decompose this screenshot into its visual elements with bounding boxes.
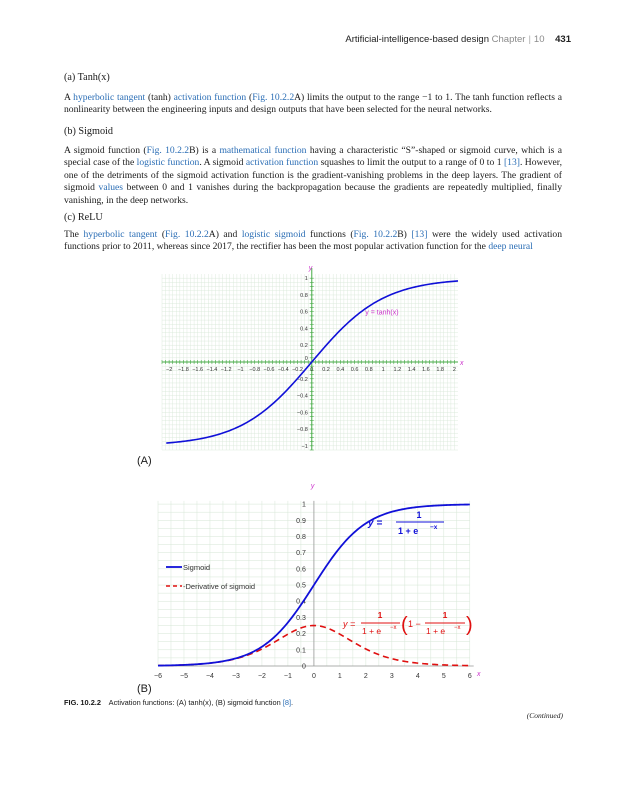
heading-relu: (c) ReLU xyxy=(64,212,103,223)
y-axis-label: y xyxy=(310,483,315,490)
equation-denominator: 1 + e xyxy=(362,626,382,636)
book-title: Artificial-intelligence-based design xyxy=(345,34,489,45)
x-tick-label: 4 xyxy=(415,673,420,680)
link-hyperbolic-tangent[interactable]: hyperbolic tangent xyxy=(73,92,146,103)
equation-exponent: −x xyxy=(390,625,397,631)
x-tick-label: 1.6 xyxy=(422,367,430,373)
x-tick-label: −2 xyxy=(257,673,266,680)
y-tick-label: 0.6 xyxy=(296,566,306,574)
x-tick-label: −1 xyxy=(237,367,244,373)
x-tick-label: −2 xyxy=(165,367,173,373)
x-tick-label: −1.2 xyxy=(220,367,232,373)
y-axis-label: y xyxy=(308,265,313,272)
equation-denominator: 1 + e xyxy=(426,626,446,636)
x-tick-label: −4 xyxy=(205,673,214,680)
sigmoid-chart xyxy=(140,476,490,686)
x-tick-label: 2 xyxy=(363,673,368,680)
x-axis-label: x xyxy=(460,360,464,367)
chapter-label: Chapter | 10 xyxy=(491,34,545,45)
y-tick-label: 0 xyxy=(301,663,306,671)
y-tick-label: 0.4 xyxy=(296,598,306,606)
y-tick-label: −0.4 xyxy=(296,393,308,400)
x-tick-label: 5 xyxy=(441,673,446,680)
equation-numerator: 1 xyxy=(416,510,422,520)
x-tick-label: 2 xyxy=(452,367,456,373)
legend-label-sigmoid: Sigmoid xyxy=(183,563,211,572)
x-tick-label: 1.4 xyxy=(407,367,416,373)
link-fig[interactable]: Fig. 10.2.2 xyxy=(146,145,190,156)
y-tick-label: −0.6 xyxy=(296,410,308,417)
derivative-equation xyxy=(342,610,473,636)
equation-denominator: 1 + e xyxy=(398,526,419,536)
x-tick-label: 0.8 xyxy=(365,367,373,373)
link-fig[interactable]: Fig. 10.2.2 xyxy=(353,229,398,240)
paragraph-relu: The hyperbolic tangent (Fig. 10.2.2A) and logistic sigmoid functions (Fig. 10.2.2B) [13] were the widely used activation functions prior to 2011, whereas since 2017, the rectifier has been the most popular activation function for the deep neural xyxy=(64,229,562,253)
y-tick-label: 0.4 xyxy=(300,326,308,333)
link-logistic-function[interactable]: logistic function xyxy=(136,157,200,169)
link-ref-13[interactable]: [13] xyxy=(503,157,520,169)
paragraph-tanh: A hyperbolic tangent (tanh) activation function (Fig. 10.2.2A) limits the output to the range −1 to 1. The tanh function reflects a nonlinearity between the engineering inputs and design outputs that have been selected for the neural networks. xyxy=(64,92,562,116)
x-tick-label: −1.6 xyxy=(192,367,204,373)
link-logistic-sigmoid[interactable]: logistic sigmoid xyxy=(241,229,306,240)
running-head xyxy=(345,34,571,45)
x-tick-label: 0.4 xyxy=(336,367,345,373)
y-tick-label: 1 xyxy=(301,501,306,509)
y-tick-label: 0.1 xyxy=(296,647,306,655)
y-tick-label: −0.2 xyxy=(296,376,308,383)
figure-number: FIG. 10.2.2 xyxy=(64,698,101,707)
x-tick-label: 0.6 xyxy=(350,367,359,373)
y-tick-label: 0.8 xyxy=(300,292,308,299)
x-tick-label: −0.8 xyxy=(249,367,261,373)
x-tick-label: −1.8 xyxy=(177,367,189,373)
y-tick-label: −0.8 xyxy=(296,427,308,434)
x-tick-label: −1.4 xyxy=(206,367,218,373)
y-tick-label: 0.6 xyxy=(300,309,308,316)
x-tick-label: 1.8 xyxy=(436,367,444,373)
right-paren: ) xyxy=(466,614,473,636)
equation-one-minus: 1 − xyxy=(408,619,421,629)
heading-sigmoid: (b) Sigmoid xyxy=(64,126,113,137)
legend-label-derivative: -Derivative of sigmoid xyxy=(183,582,256,591)
y-tick-label: 0.9 xyxy=(296,517,306,525)
link-values[interactable]: values xyxy=(98,182,124,194)
equation-numerator: 1 xyxy=(442,610,448,620)
y-tick-label: 0.7 xyxy=(296,550,306,558)
x-tick-label: −0.6 xyxy=(263,367,275,373)
y-tick-label: 0.8 xyxy=(296,533,306,541)
continued-note: (Continued) xyxy=(526,711,563,720)
x-tick-label: 1.2 xyxy=(393,367,402,373)
y-tick-label: 0 xyxy=(304,356,308,362)
link-ref-13[interactable]: [13] xyxy=(411,229,428,240)
panel-label-a: (A) xyxy=(137,455,152,467)
equation-numerator: 1 xyxy=(377,610,383,620)
y-tick-label: 0.3 xyxy=(296,614,306,622)
x-tick-label: 3 xyxy=(389,673,394,680)
figure-caption: FIG. 10.2.2 Activation functions: (A) tanh(x), (B) sigmoid function [8]. xyxy=(64,698,294,707)
link-deep-neural[interactable]: deep neural xyxy=(488,241,533,253)
link-hyperbolic-tangent[interactable]: hyperbolic tangent xyxy=(83,229,158,240)
equation-lhs: y = xyxy=(368,518,383,529)
panel-label-b: (B) xyxy=(137,683,152,695)
x-tick-label: −6 xyxy=(154,673,162,680)
equation-exponent: −x xyxy=(430,524,438,531)
y-tick-label: 0.5 xyxy=(296,582,306,590)
x-tick-label: 1 xyxy=(381,367,385,373)
link-mathematical-function[interactable]: mathematical function xyxy=(219,145,307,156)
link-activation-function[interactable]: activation function xyxy=(173,92,247,103)
x-tick-label: 6 xyxy=(467,673,472,680)
sigmoid-equation xyxy=(367,510,444,536)
heading-tanh: (a) Tanh(x) xyxy=(64,72,110,83)
x-tick-label: −3 xyxy=(231,673,240,680)
equation-exponent: −x xyxy=(454,625,461,631)
x-tick-label: 0.2 xyxy=(322,367,330,373)
y-tick-label: 1 xyxy=(304,276,308,283)
x-tick-label: −5 xyxy=(179,673,188,680)
link-activation-function[interactable]: activation function xyxy=(245,157,319,169)
x-axis-label: x xyxy=(477,671,481,678)
link-fig[interactable]: Fig. 10.2.2 xyxy=(165,229,209,240)
y-tick-label: 0.2 xyxy=(300,343,308,350)
page-number: 431 xyxy=(555,34,571,45)
y-tick-label: 0.2 xyxy=(296,631,306,639)
link-ref-8[interactable]: [8] xyxy=(282,698,292,707)
paragraph-sigmoid: A sigmoid function (Fig. 10.2.2B) is a mathematical function having a characteristic “S”-shaped or sigmoid curve, which is a special case of the logistic function. A sigmoid activation function squashes to limit the output to a range of 0 to 1 [13]. However, one of the detriments of the sigmoid activation function is the gradient-vanishing problems in the deep layers. The gradient of sigmoid values between 0 and 1 vanishes during the backpropagation because the gradients are repeatedly multiplied, finally vanishing, in the deep networks. xyxy=(64,145,562,206)
curve-label: y = tanh(x) xyxy=(365,309,399,317)
left-paren: ( xyxy=(401,614,408,636)
link-fig[interactable]: Fig. 10.2.2 xyxy=(252,92,295,103)
x-tick-label: 0 xyxy=(310,367,314,373)
x-tick-label: −1 xyxy=(283,673,292,680)
equation-lhs: y = xyxy=(343,619,356,629)
y-tick-label: −1 xyxy=(301,443,308,450)
x-tick-label: −0.2 xyxy=(292,367,303,373)
x-tick-label: 1 xyxy=(337,673,342,680)
x-tick-label: −0.4 xyxy=(277,367,289,373)
tanh-chart xyxy=(150,262,470,457)
x-tick-label: 0 xyxy=(311,673,316,680)
